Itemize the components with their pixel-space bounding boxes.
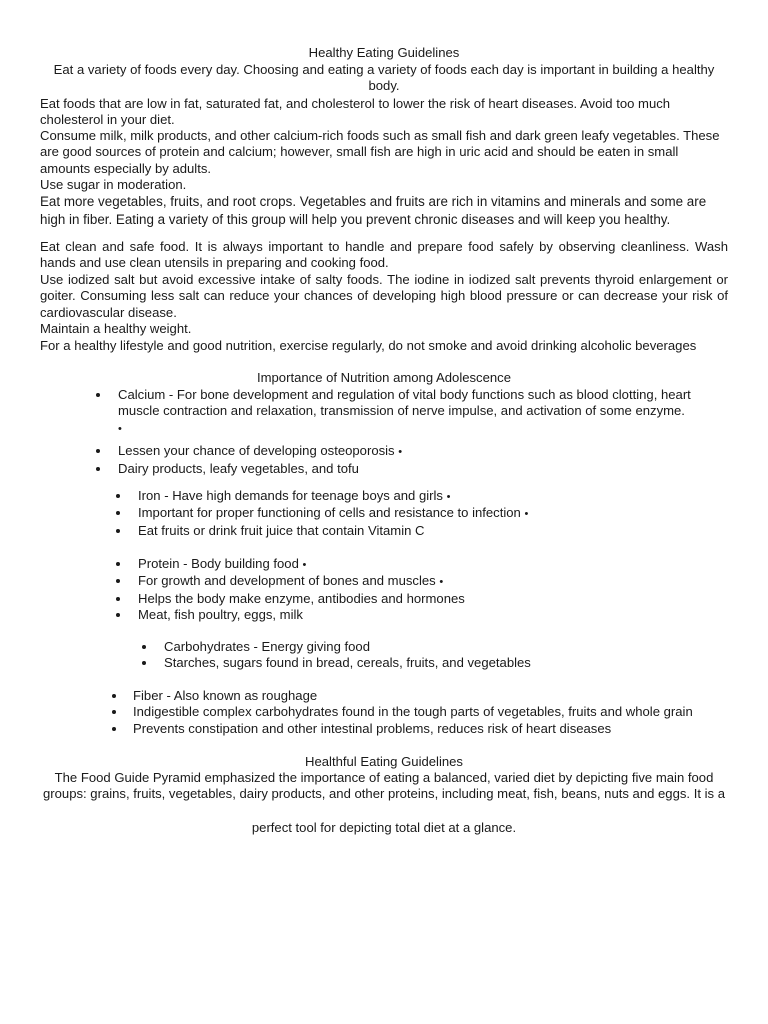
list-item [118, 387, 728, 437]
bullet-icon: • [118, 422, 122, 435]
paragraph-clean-food: Eat clean and safe food. It is always important to handle and prepare food safely by observing cleanliness. Wash hands and use clean utensils in preparing and cooking food. [40, 239, 728, 271]
bullet-icon [96, 449, 100, 453]
bullet-icon: • [439, 576, 444, 589]
list-item [138, 607, 728, 623]
paragraph-perfect-tool: perfect tool for depicting total diet at a glance. [251, 820, 517, 835]
list-item [164, 639, 728, 655]
list-item-text: Calcium - For bone development and regulation of vital body functions such as blood clotting, heart muscle contraction and relaxation, transmission of nerve impulse, and activation of some enzyme. [118, 387, 691, 419]
list-item-text: Dairy products, leafy vegetables, and tofu [118, 460, 359, 476]
bullet-icon [116, 529, 120, 533]
list-item-text: Iron - Have high demands for teenage boys and girls [138, 488, 443, 503]
list-item-text: For growth and development of bones and muscles [138, 573, 436, 589]
list-item [138, 505, 728, 522]
list-item-text: Protein - Body building food [138, 556, 299, 571]
title-healthy-eating-guidelines: Healthy Eating Guidelines [308, 45, 460, 60]
bullet-icon [116, 562, 120, 566]
paragraph-calcium-rich: Consume milk, milk products, and other calcium-rich foods such as small fish and dark green leafy vegetables. These are good sources of protein and calcium; however, small fish are high in uric acid and should be eaten in small amounts especially by adults. [40, 128, 720, 176]
list-fiber [133, 688, 733, 737]
list-carbohydrates [164, 639, 728, 672]
bullet-icon [142, 661, 146, 665]
list-iron [138, 488, 728, 539]
bullet-icon: • [446, 491, 451, 503]
title-healthful-eating-guidelines: Healthful Eating Guidelines [305, 754, 463, 769]
list-item [138, 591, 728, 607]
list-item [138, 573, 728, 590]
bullet-icon [116, 511, 120, 515]
paragraph-vegetables: Eat more vegetables, fruits, and root crops. Vegetables and fruits are rich in vitamins and minerals and some are high in fiber. Eating a variety of this group will help you prevent chronic diseases and will keep you healthy. [40, 194, 707, 227]
list-item-text: Helps the body make enzyme, antibodies and hormones [138, 590, 465, 606]
bullet-icon [116, 597, 120, 601]
list-item-text: Prevents constipation and other intestinal problems, reduces risk of heart diseases [133, 720, 612, 736]
bullet-icon: • [302, 559, 307, 571]
list-item [133, 688, 733, 704]
bullet-icon [116, 494, 120, 498]
list-item-text: Meat, fish poultry, eggs, milk [138, 607, 303, 623]
list-item-text: Eat fruits or drink fruit juice that contain Vitamin C [138, 522, 425, 538]
list-item-text: Fiber - Also known as roughage [133, 688, 318, 703]
paragraph-lifestyle: For a healthy lifestyle and good nutrition, exercise regularly, do not smoke and avoid drinking alcoholic beverages [40, 338, 697, 353]
list-item [133, 721, 733, 737]
list-item-text: Indigestible complex carbohydrates found in the tough parts of vegetables, fruits and whole grain [133, 704, 693, 720]
title-importance-of-nutrition: Importance of Nutrition among Adolescence [256, 370, 512, 385]
list-item-text: Lessen your chance of developing osteoporosis [118, 443, 395, 459]
bullet-icon [116, 613, 120, 617]
paragraph-weight: Maintain a healthy weight. [40, 321, 192, 336]
list-item [138, 488, 728, 505]
list-item [133, 704, 733, 720]
bullet-icon [96, 467, 100, 471]
paragraph-low-fat: Eat foods that are low in fat, saturated fat, and cholesterol to lower the risk of heart diseases. Avoid too much cholesterol in your diet. [40, 96, 671, 128]
bullet-icon [116, 579, 120, 583]
bullet-icon: • [524, 508, 529, 521]
list-item-text: Carbohydrates - Energy giving food [164, 639, 370, 654]
list-calcium [118, 387, 728, 477]
bullet-icon [142, 645, 146, 649]
bullet-icon [112, 710, 116, 714]
bullet-icon [96, 393, 100, 397]
paragraph-food-guide-pyramid: The Food Guide Pyramid emphasized the importance of eating a balanced, varied diet by depicting five main food groups: grains, fruits, vegetables, dairy products, and other proteins, including meat, fish, beans, nuts and eggs. It is a [43, 770, 725, 802]
paragraph-variety: Eat a variety of foods every day. Choosing and eating a variety of foods each day is important in building a healthy body. [53, 62, 715, 94]
bullet-icon [112, 694, 116, 698]
list-item [164, 655, 728, 671]
paragraph-sugar: Use sugar in moderation. [40, 177, 187, 192]
list-item [138, 556, 728, 573]
list-item [138, 523, 728, 539]
list-item [118, 443, 728, 460]
bullet-icon: • [398, 446, 403, 459]
bullet-icon [112, 727, 116, 731]
list-item-text: Starches, sugars found in bread, cereals, fruits, and vegetables [164, 655, 531, 671]
list-item-text: Important for proper functioning of cells and resistance to infection [138, 505, 521, 521]
list-protein [138, 556, 728, 624]
paragraph-iodized-salt: Use iodized salt but avoid excessive intake of salty foods. The iodine in iodized salt prevents thyroid enlargement or goiter. Consuming less salt can reduce your chances of developing high blood pressure or can decrease your risk of cardiovascular disease. [40, 272, 728, 320]
list-item [118, 461, 728, 477]
